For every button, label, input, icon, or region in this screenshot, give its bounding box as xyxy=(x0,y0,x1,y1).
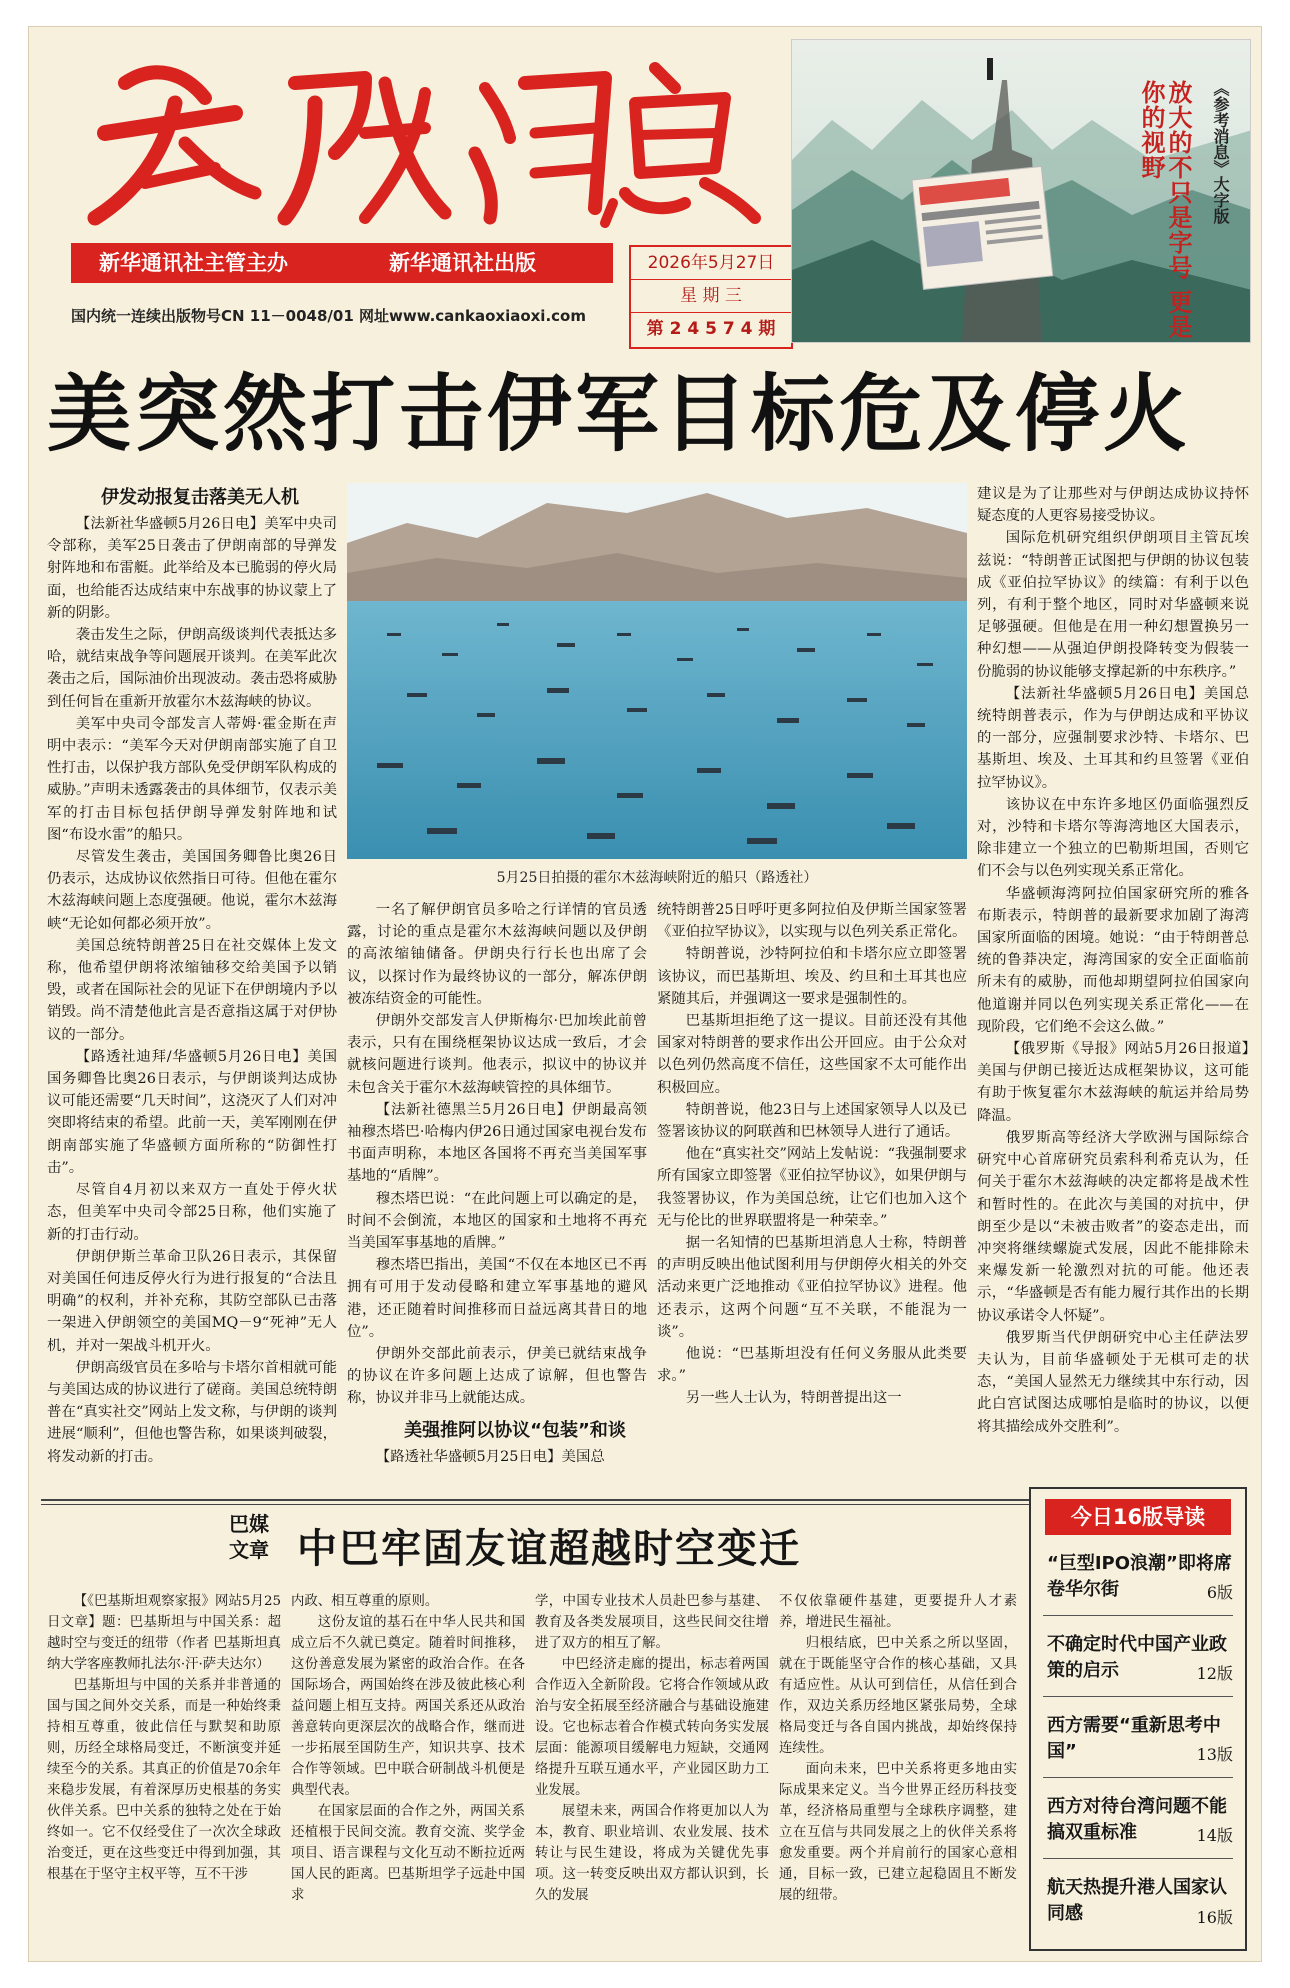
guide-item-page: 14版 xyxy=(1196,1826,1233,1845)
feature-column-4 xyxy=(779,1591,1017,1951)
article-column-2 xyxy=(347,899,647,1491)
section-title: 中巴牢固友谊超越时空变迁 xyxy=(297,1525,801,1572)
main-headline: 美突然打击伊军目标危及停火 xyxy=(47,365,1192,463)
guide-item-title: 西方需要“重新思考中国” xyxy=(1047,1715,1221,1762)
paragraph: 内政、相互尊重的原则。 xyxy=(291,1594,439,1609)
ad-slogan: 放大的不只是字号 更是你的视野 xyxy=(1137,80,1193,340)
section-divider xyxy=(41,1504,1047,1505)
paragraph: 国际危机研究组织伊朗项目主管瓦埃兹说：“特朗普正试图把与伊朗的协议包装成《亚伯拉罕协议》的续篇：有利于以色列，有利于整个地区，同时对华盛顿来说足够强硬。但他是在用一种幻想置换另一种幻想——从强迫伊朗投降转变为假装一份脆弱的协议能够支撑起新的中东秩序。” xyxy=(977,530,1249,680)
photo-caption: 5月25日拍摄的霍尔木兹海峡附近的船只（路透社） xyxy=(496,870,818,886)
paragraph: 【法新社华盛顿5月26日电】美国总统特朗普表示，作为与伊朗达成和平协议的一部分，应强制要求沙特、卡塔尔、巴基斯坦、埃及、土耳其和约旦签署《亚伯拉罕协议》。 xyxy=(977,685,1249,791)
guide-header: 今日16版导读 xyxy=(1045,1499,1231,1535)
guide-item-title: 西方对待台湾问题不能搞双重标准 xyxy=(1047,1796,1227,1843)
supervisor-label: 新华通讯社主管主办 xyxy=(99,251,288,275)
guide-item-page: 12版 xyxy=(1196,1664,1233,1683)
guide-item-page: 6版 xyxy=(1206,1583,1233,1602)
paragraph: 学，中国专业技术人员赴巴参与基建、教育及各类发展项目，这些民间交往增进了双方的相互了解。 xyxy=(535,1594,769,1651)
paragraph: 【法新社华盛顿5月26日电】美军中央司令部称，美军25日袭击了伊朗南部的导弹发射阵地和布雷艇。此举给及本已脆弱的停火局面，也给能否达成结束中东战事的协议蒙上了新的阴影。 xyxy=(47,516,337,621)
paragraph: 伊朗外交部发言人伊斯梅尔·巴加埃此前曾表示，只有在围绕框架协议达成一致后，才会就核问题进行谈判。他表示，拟议中的协议并未包含关于霍尔木兹海峡管控的具体细节。 xyxy=(347,1013,647,1096)
subheading: 美强推阿以协议“包装”和谈 xyxy=(404,1419,626,1441)
article-column-3 xyxy=(657,899,967,1491)
paragraph: 在国家层面的合作之外，两国关系还植根于民间交流。教育交流、奖学金项目、语言课程与文化互动不断拉近两国人民的距离。巴基斯坦学子远赴中国求 xyxy=(291,1804,525,1903)
issue-number: 第 2 4 5 7 4 期 xyxy=(646,319,776,339)
issue-box xyxy=(629,245,793,349)
paragraph: 展望未来，两国合作将更加以人为本，教育、职业培训、农业发展、技术转让与民生建设，将成为关键优先事项。这一转变反映出双方都认识到，长久的发展 xyxy=(535,1804,769,1903)
strait-ships-image xyxy=(347,483,967,859)
feature-column-1 xyxy=(47,1591,281,1951)
paragraph: 【路透社迪拜/华盛顿5月26日电】美国国务卿鲁比奥26日表示，与伊朗谈判达成协议可能还需要“几天时间”，这浇灭了人们对冲突即将结束的希望。此前一天，美军刚刚在伊朗南部实施了华盛顿方面所称的“防御性打击”。 xyxy=(47,1048,337,1176)
paragraph: 归根结底，巴中关系之所以坚固，就在于既能坚守合作的核心基础，又具有适应性。从认可到信任，从信任到合作，双边关系历经地区紧张局势，全球格局变迁与各自国内挑战，却始终保持连续性。 xyxy=(779,1636,1017,1756)
guide-item-page: 13版 xyxy=(1196,1745,1233,1764)
masthead xyxy=(49,33,776,339)
guide-item[interactable] xyxy=(1043,1778,1233,1859)
paragraph: 不仅依靠硬件基建，更要提升人才素养，增进民生福祉。 xyxy=(779,1594,1017,1630)
paragraph: 巴基斯坦拒绝了这一提议。目前还没有其他国家对特朗普的要求作出公开回应。由于公众对以色列仍然高度不信任，这些国家不太可能作出积极回应。 xyxy=(657,1013,967,1096)
paragraph: 面向未来，巴中关系将更多地由实际成果来定义。当今世界正经历科技变革，经济格局重塑与全球秩序调整，建立在互信与共同发展之上的伙伴关系将愈发重要。两个并肩前行的国家心意相通，目标一致，已建立起稳固且不断发展的纽带。 xyxy=(779,1762,1017,1903)
paragraph: 【俄罗斯《导报》网站5月26日报道】美国与伊朗已接近达成框架协议，这可能有助于恢复霍尔木兹海峡的航运并给局势降温。 xyxy=(977,1041,1249,1124)
guide-item[interactable] xyxy=(1043,1697,1233,1778)
feature-column-2 xyxy=(291,1591,525,1951)
masthead-logo xyxy=(65,43,765,233)
paragraph: 俄罗斯当代伊朗研究中心主任萨法罗夫认为，目前华盛顿处于无棋可走的状态，“美国人显然无力继续其中东行动，因此白宫试图达成哪怕是临时的协议，以便将其描绘成外交胜利”。 xyxy=(977,1329,1249,1435)
article-column-1 xyxy=(47,483,337,1491)
paragraph: 袭击发生之际，伊朗高级谈判代表抵达多哈，就结束战争等问题展开谈判。在美军此次袭击之后，国际油价出现波动。袭击恐将威胁到任何旨在重新开放霍尔木兹海峡的协议。 xyxy=(47,627,337,710)
paragraph: 特朗普说，沙特阿拉伯和卡塔尔应立即签署该协议，而巴基斯坦、埃及、约旦和土耳其也应紧随其后，并强调这一要求是强制性的。 xyxy=(657,946,967,1007)
publication-info: 国内统一连续出版物号CN 11－0048/01 网址www.cankaoxiaoxi.com xyxy=(71,307,586,325)
guide-item[interactable] xyxy=(1043,1616,1233,1697)
issue-weekday: 星 期 三 xyxy=(631,280,791,313)
paragraph: 伊朗高级官员在多哈与卡塔尔首相就可能与美国达成的协议进行了磋商。美国总统特朗普在“真实社交”网站上发文称，与伊朗的谈判进展“顺利”，但他也警告称，如果谈判破裂，将发动新的打击。 xyxy=(47,1359,337,1465)
paragraph: 据一名知情的巴基斯坦消息人士称，特朗普的声明反映出他试图利用与伊朗停火相关的外交活动来更广泛地推动《亚伯拉罕协议》进程。他还表示，这两个问题“互不关联，不能混为一谈”。 xyxy=(657,1235,967,1340)
paragraph: 巴基斯坦与中国的关系并非普通的国与国之间外交关系，而是一种始终秉持相互尊重，彼此信任与默契和助原则，历经全球格局变迁，不断演变并延续至今的关系。其真正的价值是70余年来稳步发展，有着深厚历史根基的务实伙伴关系。巴中关系的独特之处在于始终如一。它不仅经受住了一次次全球政治变迁，更在这些变迁中得到加强，其根基在于坚守主权平等，互不干涉 xyxy=(47,1678,281,1882)
paragraph: 特朗普说，他23日与上述国家领导人以及已签署该协议的阿联酋和巴林领导人进行了通话。 xyxy=(657,1101,967,1141)
section-divider xyxy=(41,1499,1047,1501)
news-photo xyxy=(347,483,967,859)
ad-tag: 《参考消息》大字版 xyxy=(1211,80,1230,224)
guide-item-title: 不确定时代中国产业政策的启示 xyxy=(1047,1634,1227,1681)
paragraph: 建议是为了让那些对与伊朗达成协议持怀疑态度的人更容易接受协议。 xyxy=(977,486,1249,525)
paragraph: 【法新社德黑兰5月26日电】伊朗最高领袖穆杰塔巴·哈梅内伊26日通过国家电视台发布书面声明称，本地区各国将不再充当美国军事基地的“盾牌”。 xyxy=(347,1101,647,1185)
paragraph: 穆杰塔巴指出，美国“不仅在本地区已不再拥有可用于发动侵略和建立军事基地的避风港，还正随着时间推移而日益远离其昔日的地位”。 xyxy=(347,1257,647,1340)
masthead-band xyxy=(71,243,613,283)
today-guide-box xyxy=(1029,1487,1247,1951)
guide-item[interactable] xyxy=(1043,1859,1233,1940)
paragraph: 统特朗普25日呼吁更多阿拉伯及伊斯兰国家签署《亚伯拉罕协议》，以实现与以色列关系正常化。 xyxy=(657,902,967,941)
paragraph: 一名了解伊朗官员多哈之行详情的官员透露，讨论的重点是霍尔木兹海峡问题以及伊朗的高浓缩铀储备。伊朗央行行长也出席了会议，以探讨作为最终协议的一部分，解冻伊朗被冻结资金的可能性。 xyxy=(347,902,647,1007)
paragraph: 伊朗伊斯兰革命卫队26日表示，其保留对美国任何违反停火行为进行报复的“合法且明确”的权利，并补充称，其防空部队已击落一架进入伊朗领空的美国MQ－9“死神”无人机，并对一架战斗机开火。 xyxy=(47,1248,337,1354)
section-label: 巴媒文章 xyxy=(229,1512,269,1562)
newspaper-page xyxy=(28,26,1262,1962)
paragraph: 他说：“巴基斯坦没有任何义务服从此类要求。” xyxy=(657,1346,967,1385)
article-column-4 xyxy=(977,483,1249,1491)
feature-column-3 xyxy=(535,1591,769,1951)
advertisement xyxy=(791,39,1251,343)
paragraph: 中巴经济走廊的提出，标志着两国合作迈入全新阶段。它将合作领域从政治与安全拓展至经济融合与基础设施建设。它也标志着合作模式转向务实发展层面：能源项目缓解电力短缺，交通网络提升互联互通水平，产业园区助力工业发展。 xyxy=(535,1657,769,1798)
paragraph: 尽管自4月初以来双方一直处于停火状态，但美军中央司令部25日称，他们实施了新的打击行动。 xyxy=(47,1182,337,1243)
paragraph: 另一些人士认为，特朗普提出这一 xyxy=(685,1390,902,1407)
paragraph: 华盛顿海湾阿拉伯国家研究所的雅各布斯表示，特朗普的最新要求加剧了海湾国家所面临的困境。她说：“由于特朗普总统的鲁莽决定，海湾国家的安全正面临前所未有的威胁，而他却期望阿拉伯国家向他道谢并同以色列实现关系正常化——在现阶段，它们绝不会这么做。” xyxy=(977,885,1249,1035)
guide-item-title: 航天热提升港人国家认同感 xyxy=(1047,1877,1227,1924)
guide-item-page: 16版 xyxy=(1196,1908,1233,1927)
paragraph: 尽管发生袭击，美国国务卿鲁比奥26日仍表示，达成协议依然指日可待。但他在霍尔木兹海峡问题上态度强硬。他说，霍尔木兹海峡“无论如何都必须开放”。 xyxy=(47,849,337,932)
paragraph: 美军中央司令部发言人蒂姆·霍金斯在声明中表示：“美军今天对伊朗南部实施了自卫性打击，以保护我方部队免受伊朗军队构成的威胁。”声明未透露袭击的具体细节，仅表示美军的打击目标包括伊朗导弹发射阵地和试图“布设水雷”的船只。 xyxy=(47,715,337,843)
issue-date: 2026年5月27日 xyxy=(631,247,791,280)
subheading: 伊发动报复击落美无人机 xyxy=(101,487,299,508)
paragraph: 【路透社华盛顿5月25日电】美国总 xyxy=(375,1448,605,1465)
paragraph: 该协议在中东许多地区仍面临强烈反对，沙特和卡塔尔等海湾地区大国表示，除非建立一个独立的巴勒斯坦国，否则它们不会与以色列实现关系正常化。 xyxy=(977,796,1249,880)
publisher-label: 新华通讯社出版 xyxy=(389,251,536,275)
paragraph: 穆杰塔巴说：“在此问题上可以确定的是，时间不会倒流，本地区的国家和土地将不再充当美国军事基地的盾牌。” xyxy=(347,1190,647,1252)
guide-item[interactable] xyxy=(1043,1535,1233,1616)
paragraph: 美国总统特朗普25日在社交媒体上发文称，他希望伊朗将浓缩铀移交给美国予以销毁，或者在国际社会的见证下在伊朗境内予以销毁。尚不清楚他此言是否意指这属于对伊协议的一部分。 xyxy=(47,937,337,1043)
guide-item-title: “巨型IPO浪潮”即将席卷华尔街 xyxy=(1047,1553,1232,1600)
paragraph: 他在“真实社交”网站上发帖说：“我强制要求所有国家立即签署《亚伯拉罕协议》，如果伊朗与我签署协议，作为美国总统，让它们也加入这个无与伦比的世界联盟将是一种荣幸。” xyxy=(657,1146,967,1229)
paragraph: 【《巴基斯坦观察家报》网站5月25日文章】题：巴基斯坦与中国关系：超越时空与变迁的纽带（作者 巴基斯坦真纳大学客座教师扎法尔·汗·萨夫达尔） xyxy=(47,1594,281,1672)
paragraph: 这份友谊的基石在中华人民共和国成立后不久就已奠定。随着时间推移，这份善意发展为紧密的政治合作。在各国际场合，两国始终在涉及彼此核心利益问题上相互支持。两国关系还从政治善意转向更深层次的战略合作，继而进一步拓展至国防生产，知识共享、技术合作等领域。巴中联合研制战斗机便是典型代表。 xyxy=(291,1615,525,1798)
paragraph: 俄罗斯高等经济大学欧洲与国际综合研究中心首席研究员索科利希克认为，任何关于霍尔木兹海峡的决定都将是战术性和暂时性的。在此次与美国的对抗中，伊朗至少是以“未被击败者”的姿态走出，而冲突将继续螺旋式发展，因此不能排除未来爆发新一轮激烈对抗的可能。他还表示，“华盛顿是否有能力履行其作出的长期协议承诺令人怀疑”。 xyxy=(977,1129,1249,1324)
paragraph: 伊朗外交部此前表示，伊美已就结束战争的协议在许多问题上达成了谅解，但也警告称，协议并非马上就能达成。 xyxy=(347,1346,647,1407)
